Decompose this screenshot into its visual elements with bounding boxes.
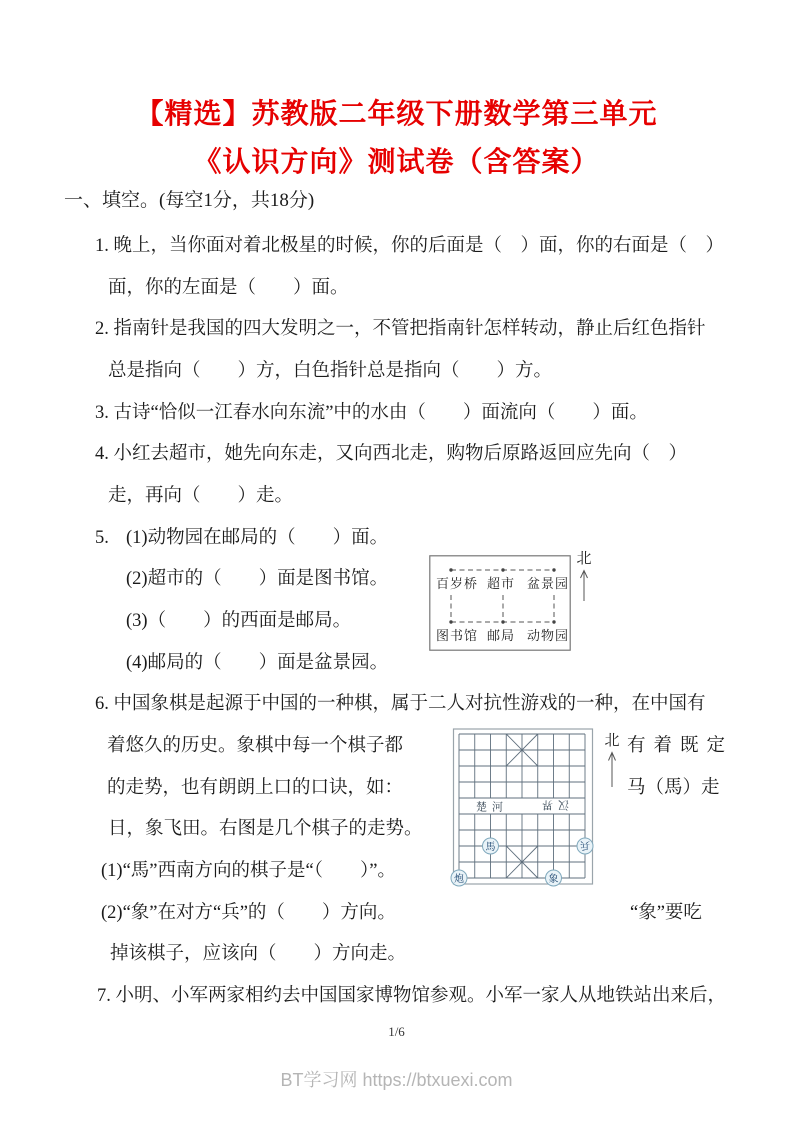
question-6-right-line-2: 马（馬）走: [627, 778, 720, 798]
svg-text:兵: 兵: [580, 839, 590, 851]
map-label-penjingyuan: 盆景园: [526, 576, 570, 591]
question-6-left-line-2: 的走势，也有朗朗上口的口诀，如：: [107, 778, 404, 798]
chess-piece-ma: [483, 838, 499, 854]
question-5-item-2: (2)超市的（ ）面是图书馆。: [126, 569, 389, 589]
question-6-item-1: (1)“馬”西南方向的棋子是“（ ）”。: [101, 861, 396, 881]
map-label-youju: 邮局: [486, 628, 516, 643]
river-label-chuhe: 楚河: [476, 801, 508, 814]
section-1-heading: 一、填空。(每空1分，共18分): [64, 190, 315, 211]
chess-piece-xiang: [546, 870, 562, 886]
map-label-tushuguan: 图书馆: [435, 628, 479, 643]
map-dot: [501, 568, 504, 571]
question-6-item-2: (2)“象”在对方“兵”的（ ）方向。: [101, 903, 396, 923]
question-5-item-4: (4)邮局的（ ）面是盆景园。: [126, 653, 389, 673]
svg-text:炮: 炮: [454, 873, 464, 885]
north-indicator-chess: [602, 733, 622, 788]
north-indicator-map: [574, 551, 594, 602]
question-6-left-line-1: 着悠久的历史。象棋中每一个棋子都: [107, 736, 404, 756]
question-6-line-1: 6. 中国象棋是起源于中国的一种棋，属于二人对抗性游戏的一种，在中国有: [95, 694, 706, 714]
map-label-dongwuyuan: 动物园: [526, 628, 570, 643]
question-5-item-1: (1)动物园在邮局的（ ）面。: [126, 528, 389, 548]
svg-text:馬: 馬: [485, 841, 496, 853]
question-4-line-1: 4. 小红去超市，她先向东走，又向西北走，购物后原路返回应先向（ ）: [95, 444, 688, 464]
xiangqi-board-svg: [450, 727, 600, 889]
question-7-line-1: 7. 小明、小军两家相约去中国国家博物馆参观。小军一家人从地铁站出来后，: [97, 986, 727, 1006]
direction-map-svg: [429, 555, 571, 651]
chess-piece-pao: [451, 870, 467, 886]
river-label-hanjie: 汉界: [537, 798, 569, 811]
question-1-line-2: 面，你的左面是（ ）面。: [108, 278, 349, 298]
watermark-text: BT学习网 https://btxuexi.com: [280, 1070, 513, 1090]
map-dot: [501, 620, 504, 623]
direction-map-figure: [429, 555, 571, 656]
question-5-number: 5.: [95, 528, 109, 548]
map-label-chaoshi: 超市: [486, 576, 516, 591]
question-1-line-1: 1. 晚上，当你面对着北极星的时候，你的后面是（ ）面，你的右面是（ ）: [95, 236, 725, 256]
paper-title-line-2: 《认识方向》测试卷（含答案）: [193, 147, 600, 178]
north-arrow-icon: [578, 568, 590, 602]
map-dot: [552, 568, 555, 571]
question-6-left-line-3: 日，象飞田。右图是几个棋子的走势。: [108, 819, 423, 839]
north-arrow-icon: [606, 750, 618, 788]
question-6-item-2-continuation: 掉该棋子，应该向（ ）方向走。: [110, 944, 407, 964]
xiangqi-board-figure: [450, 727, 600, 894]
page-number: 1/6: [388, 1024, 405, 1039]
map-dot: [449, 568, 452, 571]
north-label: 北: [576, 551, 592, 567]
north-label: 北: [604, 733, 620, 749]
chess-piece-bing: [577, 838, 593, 854]
map-label-baisuiqiao: 百岁桥: [435, 576, 479, 591]
question-2-line-1: 2. 指南针是我国的四大发明之一，不管把指南针怎样转动，静止后红色指针: [95, 319, 706, 339]
question-2-line-2: 总是指向（ ）方，白色指针总是指向（ ）方。: [108, 361, 553, 381]
map-dot: [552, 620, 555, 623]
question-5-item-3: (3)（ ）的西面是邮局。: [126, 611, 352, 631]
map-dot: [449, 620, 452, 623]
question-6-right-line-3: “象”要吃: [630, 903, 702, 923]
paper-title-line-1: 【精选】苏教版二年级下册数学第三单元: [135, 99, 658, 130]
question-4-line-2: 走，再向（ ）走。: [108, 486, 294, 506]
question-6-right-line-1: 有着既定: [627, 736, 734, 756]
svg-text:象: 象: [548, 873, 559, 885]
question-3-line-1: 3. 古诗“恰似一江春水向东流”中的水由（ ）面流向（ ）面。: [95, 403, 648, 423]
